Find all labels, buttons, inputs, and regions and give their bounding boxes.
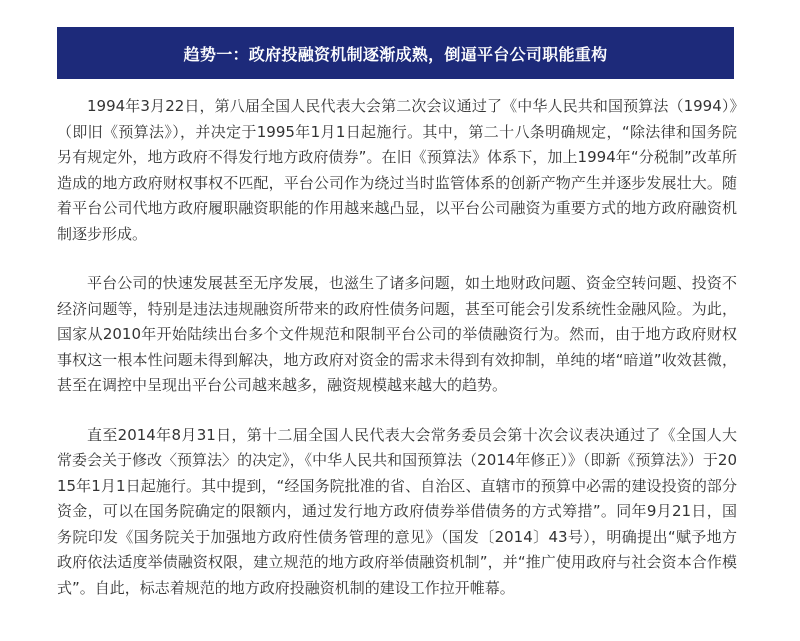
- paragraph-2: 平台公司的快速发展甚至无序发展，也滋生了诸多问题，如土地财政问题、资金空转问题、投资不经济问题等，特别是违法违规融资所带来的政府性债务问题，甚至可能会引发系统性金融风险。为此，国家从2010年开始陆续出台多个文件规范和限制平台公司的举债融资行为。然而，由于地方政府财权事权这一根本性问题未得到解决，地方政府对资金的需求未得到有效抑制，单纯的堵“暗道”收效甚微，甚至在调控中呈现出平台公司越来越多，融资规模越来越大的趋势。: [57, 274, 737, 394]
- section-header-bar: [57, 27, 734, 79]
- section-title: 趋势一：政府投融资机制逐渐成熟，倒逼平台公司职能重构: [183, 44, 608, 64]
- paragraph-1: 1994年3月22日，第八届全国人民代表大会第二次会议通过了《中华人民共和国预算法（1994）》（即旧《预算法》），并决定于1995年1月1日起施行。其中，第二十八条明确规定，“除法律和国务院另有规定外，地方政府不得发行地方政府债券”。在旧《预算法》体系下，加上1994年“分税制”改革所造成的地方政府财权事权不匹配，平台公司作为绕过当时监管体系的创新产物产生并逐步发展壮大。随着平台公司代地方政府履职融资职能的作用越来越凸显，以平台公司融资为重要方式的地方政府融资机制逐步形成。: [57, 97, 737, 243]
- article-body: [57, 94, 737, 625]
- paragraph-3: 直至2014年8月31日，第十二届全国人民代表大会常务委员会第十次会议表决通过了《全国人大常委会关于修改〈预算法〉的决定》，《中华人民共和国预算法（2014年修正）》（即新《预算法》）于2015年1月1日起施行。其中提到，“经国务院批准的省、自治区、直辖市的预算中必需的建设投资的部分资金，可以在国务院确定的限额内，通过发行地方政府债券举借债务的方式筹措”。同年9月21日，国务院印发《国务院关于加强地方政府性债务管理的意见》（国发〔2014〕43号），明确提出“赋予地方政府依法适度举债融资权限，建立规范的地方政府举债融资机制”，并“推广使用政府与社会资本合作模式”。自此，标志着规范的地方政府投融资机制的建设工作拉开帷幕。: [57, 425, 737, 597]
